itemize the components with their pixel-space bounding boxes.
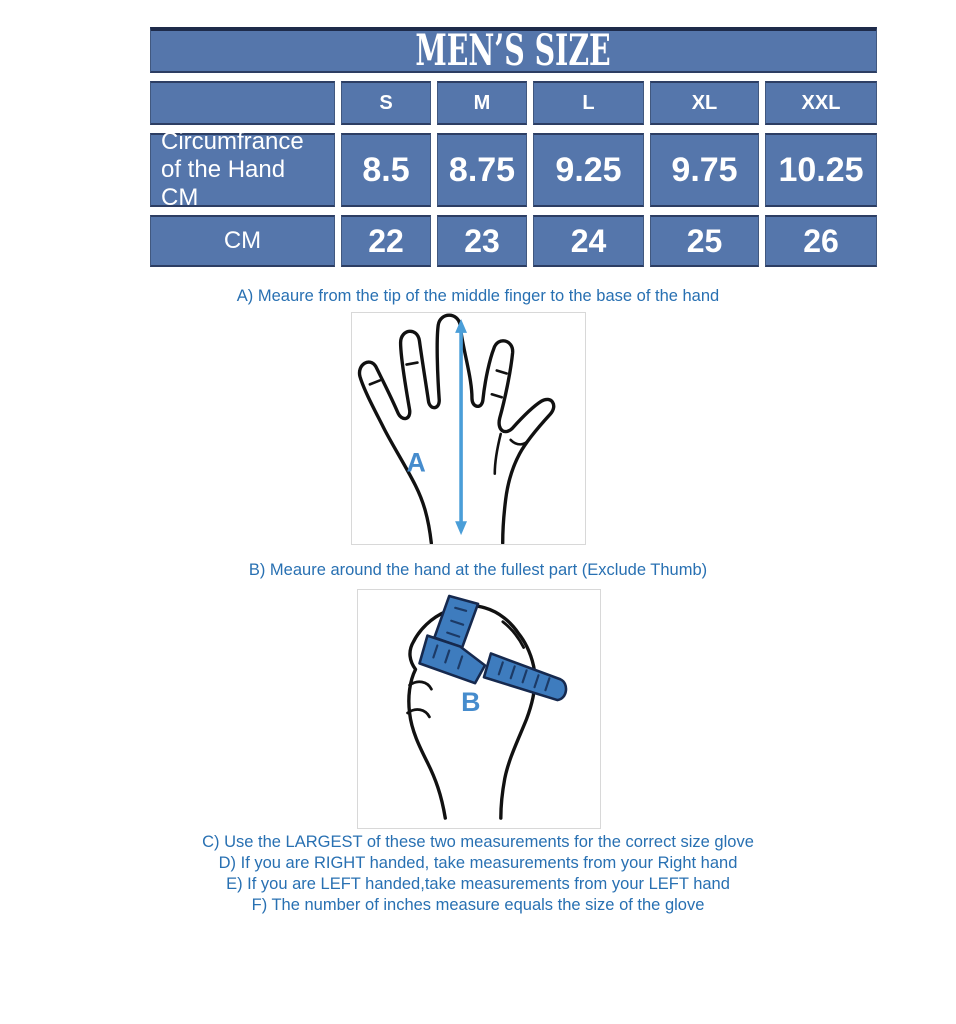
cm-value-xxl: 26 <box>765 215 877 267</box>
col-header-xl: XL <box>650 81 759 125</box>
instruction-f: F) The number of inches measure equals the size of the glove <box>251 896 705 914</box>
col-header-m: M <box>437 81 527 125</box>
cm-value-m: 23 <box>437 215 527 267</box>
instruction-c: C) Use the LARGEST of these two measurements for the correct size glove <box>202 833 754 851</box>
hand-measure-figure <box>351 312 586 545</box>
circumference-value-xl: 9.75 <box>650 133 759 207</box>
col-header-xxl: XXL <box>765 81 877 125</box>
fist-figure-label: B <box>461 686 481 717</box>
table-title-text: MEN’S SIZE <box>415 27 612 73</box>
mens-size-table <box>150 27 877 267</box>
circumference-value-xxl: 10.25 <box>765 133 877 207</box>
cm-value-l: 24 <box>533 215 644 267</box>
circumference-value-l: 9.25 <box>533 133 644 207</box>
table-corner-cell <box>150 81 335 125</box>
row-label-cm: CM <box>150 215 335 267</box>
table-title <box>150 27 877 73</box>
instruction-d: D) If you are RIGHT handed, take measurements from your Right hand <box>218 854 738 872</box>
instructions-c-to-f <box>0 832 956 916</box>
open-hand-diagram-icon <box>352 313 585 544</box>
col-header-s: S <box>341 81 431 125</box>
cm-value-xl: 25 <box>650 215 759 267</box>
instruction-a: A) Meaure from the tip of the middle finger to the base of the hand <box>236 287 720 305</box>
fist-measure-figure <box>357 589 601 829</box>
row-label-circumference: Circumfrance of the Hand CM <box>150 133 335 207</box>
circumference-value-m: 8.75 <box>437 133 527 207</box>
instruction-b: B) Meaure around the hand at the fullest part (Exclude Thumb) <box>248 561 708 579</box>
cm-value-s: 22 <box>341 215 431 267</box>
circumference-value-s: 8.5 <box>341 133 431 207</box>
col-header-l: L <box>533 81 644 125</box>
instruction-e: E) If you are LEFT handed,take measurements from your LEFT hand <box>226 875 730 893</box>
fist-diagram-icon <box>358 590 600 828</box>
hand-figure-label: A <box>406 447 426 478</box>
